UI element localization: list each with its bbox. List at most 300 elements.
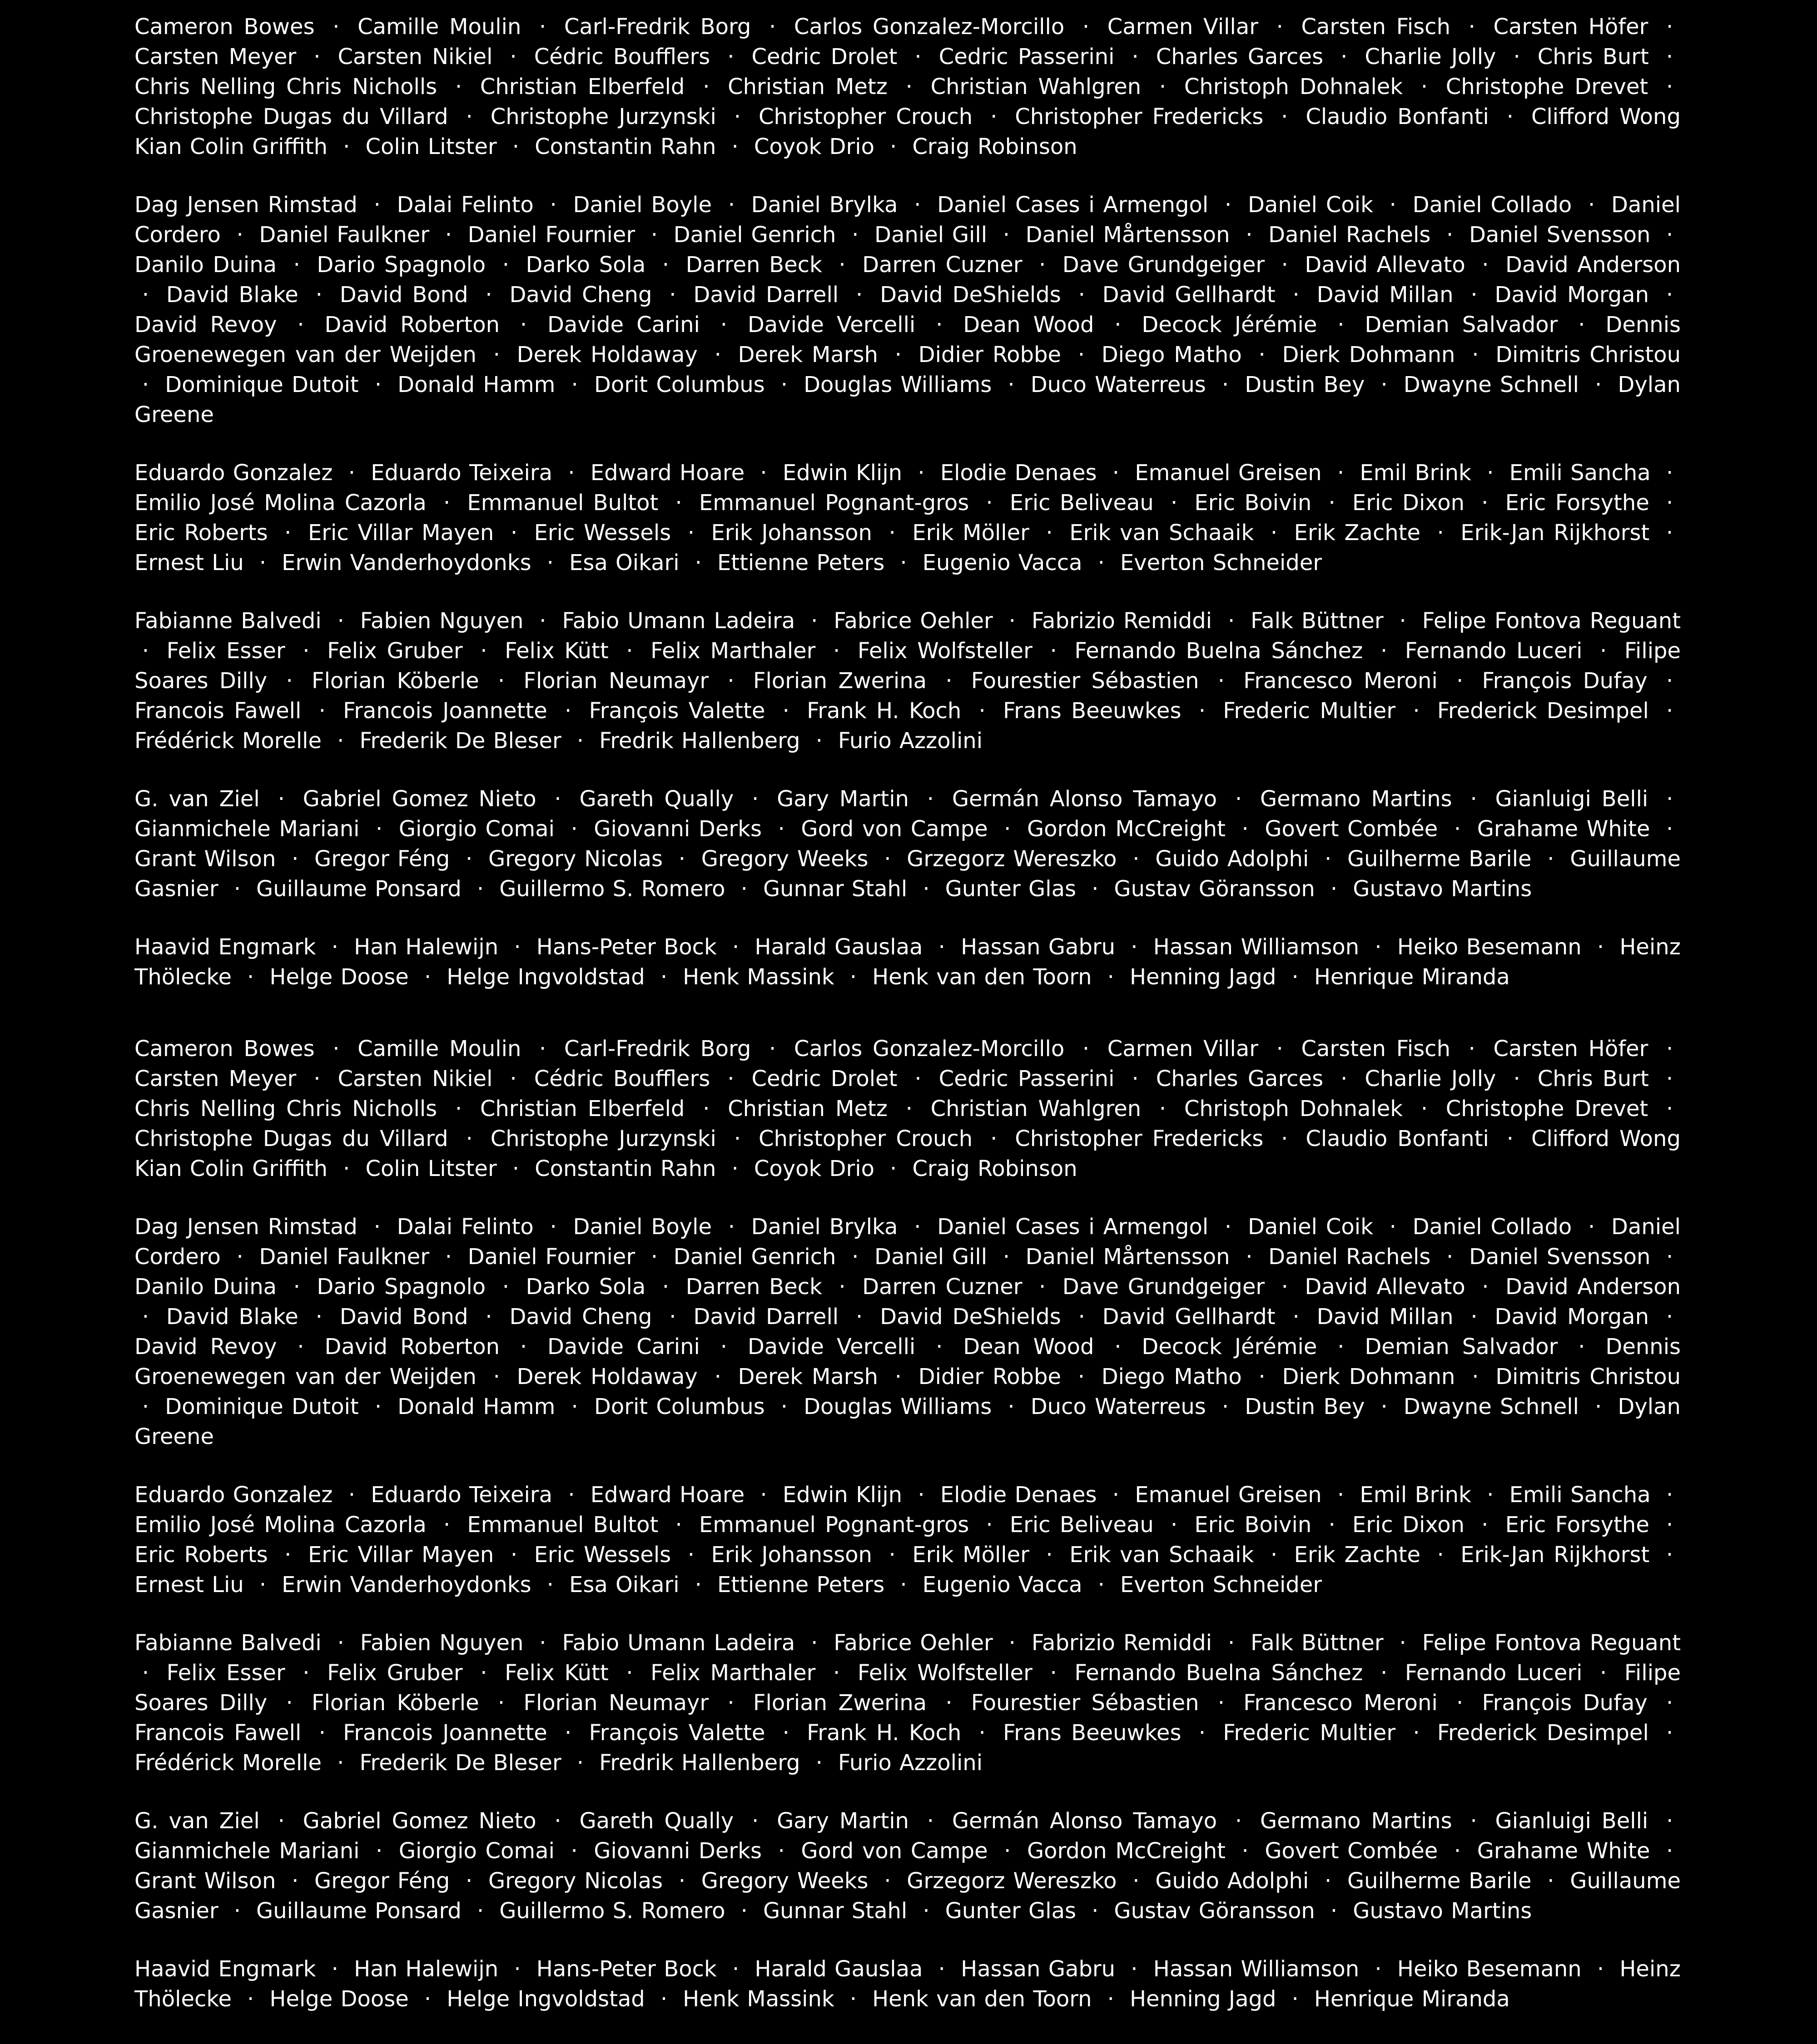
separator-dot: · <box>1132 44 1139 69</box>
separator-dot: · <box>1666 1838 1673 1864</box>
separator-dot: · <box>424 1986 432 2012</box>
separator-dot: · <box>1008 1394 1015 1419</box>
separator-dot: · <box>1224 1214 1232 1240</box>
separator-dot: · <box>480 638 487 664</box>
contributor-name: Daniel Svensson <box>1469 222 1651 248</box>
separator-dot: · <box>727 668 735 694</box>
separator-dot: · <box>662 1274 670 1300</box>
separator-dot: · <box>1258 342 1266 367</box>
separator-dot: · <box>1008 608 1016 634</box>
contributor-name: Dimitris Christou <box>1495 342 1681 367</box>
contributor-name: Henrique Miranda <box>1314 1986 1510 2012</box>
contributor-name: Fabianne Balvedi <box>134 608 322 634</box>
contributor-name: Carsten Höfer <box>1493 1036 1648 1062</box>
contributor-name: Daniel Coik <box>1247 192 1373 218</box>
separator-dot: · <box>443 1512 451 1538</box>
separator-dot: · <box>1666 1690 1673 1716</box>
separator-dot: · <box>1666 1036 1673 1062</box>
separator-dot: · <box>1198 698 1206 724</box>
separator-dot: · <box>1375 1956 1382 1982</box>
credits-section-g <box>134 784 1681 904</box>
separator-dot: · <box>678 1868 685 1894</box>
contributor-name: Carsten Fisch <box>1301 14 1450 40</box>
separator-dot: · <box>855 282 863 308</box>
contributor-name: Grzegorz Wereszko <box>907 846 1117 872</box>
contributor-name: Carlos Gonzalez-Morcillo <box>794 1036 1065 1062</box>
contributor-name: Carsten Höfer <box>1493 14 1648 40</box>
contributor-name: Daniel Rachels <box>1268 222 1431 248</box>
contributor-name: Henk van den Toorn <box>872 964 1092 990</box>
separator-dot: · <box>520 1334 527 1359</box>
contributor-name: Falk Büttner <box>1251 1630 1384 1656</box>
contributor-name: David Blake <box>166 1304 298 1330</box>
contributor-name: Daniel Faulkner <box>259 222 430 248</box>
contributor-name: Gustav Göransson <box>1114 1898 1315 1924</box>
contributor-name: Charles Garces <box>1156 1066 1324 1091</box>
credits-section-g <box>134 1806 1681 1926</box>
contributor-name: Francesco Meroni <box>1243 668 1438 694</box>
contributor-name: Germán Alonso Tamayo <box>952 786 1217 812</box>
separator-dot: · <box>571 1394 578 1419</box>
separator-dot: · <box>1454 816 1461 842</box>
separator-dot: · <box>374 372 382 397</box>
contributor-name: Guillermo S. Romero <box>499 876 725 902</box>
contributor-name: Hans-Peter Bock <box>536 1956 717 1982</box>
separator-dot: · <box>849 1986 857 2012</box>
separator-dot: · <box>1046 520 1053 546</box>
separator-dot: · <box>565 1720 572 1746</box>
contributor-name: Dwayne Schnell <box>1403 372 1579 397</box>
contributor-name: Daniel Coik <box>1247 1214 1373 1240</box>
separator-dot: · <box>1097 1572 1105 1597</box>
contributor-name: Hassan Gabru <box>961 1956 1116 1982</box>
separator-dot: · <box>918 460 925 486</box>
separator-dot: · <box>1281 1126 1288 1151</box>
separator-dot: · <box>890 1156 897 1181</box>
contributor-name: Erik Zachte <box>1294 1542 1420 1568</box>
separator-dot: · <box>914 1214 921 1240</box>
contributor-name: Cédric Boufflers <box>534 1066 710 1091</box>
separator-dot: · <box>1513 44 1520 69</box>
separator-dot: · <box>1008 372 1015 397</box>
contributor-name: Francois Joannette <box>343 1720 547 1746</box>
separator-dot: · <box>1380 1394 1388 1419</box>
contributor-name: Carmen Villar <box>1107 1036 1258 1062</box>
separator-dot: · <box>675 1512 682 1538</box>
contributor-name: Edward Hoare <box>590 1482 745 1508</box>
separator-dot: · <box>1092 1898 1099 1924</box>
separator-dot: · <box>142 1660 149 1686</box>
separator-dot: · <box>1107 1986 1114 2012</box>
separator-dot: · <box>852 1244 859 1270</box>
separator-dot: · <box>695 1572 702 1597</box>
separator-dot: · <box>318 1720 326 1746</box>
separator-dot: · <box>284 1542 292 1568</box>
contributor-name: Grahame White <box>1477 1838 1650 1864</box>
contributor-name: Daniel Gill <box>874 1244 988 1270</box>
separator-dot: · <box>466 1126 473 1151</box>
separator-dot: · <box>550 192 557 218</box>
contributor-name: Darko Sola <box>526 252 646 278</box>
contributor-name: Erik-Jan Rijkhorst <box>1460 1542 1650 1568</box>
contributor-name: Florian Neumayr <box>523 668 709 694</box>
contributor-name: Gareth Qually <box>579 786 734 812</box>
contributor-name: Gregory Nicolas <box>488 1868 663 1894</box>
contributor-name: David DeShields <box>880 282 1061 308</box>
contributor-name: Francois Fawell <box>134 1720 302 1746</box>
separator-dot: · <box>833 638 840 664</box>
contributor-name: Danilo Duina <box>134 252 277 278</box>
separator-dot: · <box>571 816 578 842</box>
contributor-name: Francois Fawell <box>134 698 302 724</box>
separator-dot: · <box>293 1274 300 1300</box>
separator-dot: · <box>142 282 149 308</box>
separator-dot: · <box>576 728 584 754</box>
contributor-name: Davide Vercelli <box>747 1334 916 1359</box>
contributor-name: Fabrizio Remiddi <box>1031 608 1212 634</box>
separator-dot: · <box>1112 1482 1120 1508</box>
separator-dot: · <box>313 1066 321 1091</box>
contributor-name: Daniel Cordero <box>134 1214 1681 1270</box>
separator-dot: · <box>1595 1394 1602 1419</box>
separator-dot: · <box>1666 816 1673 842</box>
separator-dot: · <box>1399 1630 1406 1656</box>
separator-dot: · <box>1340 44 1348 69</box>
contributor-name: Daniel Faulkner <box>259 1244 430 1270</box>
contributor-name: Carmen Villar <box>1107 14 1258 40</box>
separator-dot: · <box>626 638 633 664</box>
separator-dot: · <box>660 964 668 990</box>
separator-dot: · <box>1666 222 1673 248</box>
contributor-name: Daniel Boyle <box>573 1214 712 1240</box>
contributor-name: Cameron Bowes <box>134 14 315 40</box>
contributor-name: Dominique Dutoit <box>165 1394 359 1419</box>
contributor-name: Decock Jérémie <box>1142 1334 1317 1359</box>
separator-dot: · <box>1082 1036 1090 1062</box>
separator-dot: · <box>331 1956 338 1982</box>
contributor-name: Daniel Collado <box>1412 1214 1572 1240</box>
separator-dot: · <box>1050 1660 1057 1686</box>
separator-dot: · <box>1131 934 1138 960</box>
separator-dot: · <box>703 1096 710 1121</box>
separator-dot: · <box>1340 1066 1348 1091</box>
separator-dot: · <box>1547 846 1554 872</box>
contributor-name: Gunter Glas <box>945 1898 1076 1924</box>
contributor-name: Frederick Desimpel <box>1437 1720 1649 1746</box>
separator-dot: · <box>1666 1808 1673 1834</box>
contributor-name: Eduardo Gonzalez <box>134 460 333 486</box>
contributor-name: Carsten Nikiel <box>338 44 493 69</box>
separator-dot: · <box>1337 1482 1345 1508</box>
separator-dot: · <box>1666 1512 1673 1538</box>
separator-dot: · <box>720 1334 727 1359</box>
contributor-name: Gianluigi Belli <box>1495 786 1648 812</box>
contributor-name: Govert Combée <box>1265 816 1438 842</box>
separator-dot: · <box>502 1274 509 1300</box>
contributor-name: Grahame White <box>1477 816 1650 842</box>
contributor-name: David Roberton <box>324 312 500 337</box>
separator-dot: · <box>1666 1244 1673 1270</box>
separator-dot: · <box>1132 1868 1140 1894</box>
separator-dot: · <box>731 1156 739 1181</box>
separator-dot: · <box>510 1542 518 1568</box>
contributor-name: François Dufay <box>1482 668 1648 694</box>
contributor-name: Fabien Nguyen <box>360 1630 524 1656</box>
contributor-name: Davide Carini <box>547 312 700 337</box>
separator-dot: · <box>1547 1868 1554 1894</box>
separator-dot: · <box>539 1630 546 1656</box>
contributor-name: Harald Gauslaa <box>755 1956 923 1982</box>
separator-dot: · <box>1420 74 1428 99</box>
separator-dot: · <box>514 1956 521 1982</box>
contributor-name: Guilherme Barile <box>1347 846 1532 872</box>
separator-dot: · <box>233 876 241 902</box>
contributor-name: David Darrell <box>693 1304 839 1330</box>
separator-dot: · <box>811 1630 818 1656</box>
contributor-name: Charlie Jolly <box>1365 1066 1496 1091</box>
contributor-name: David Blake <box>166 282 298 308</box>
separator-dot: · <box>142 1394 149 1419</box>
contributor-name: Eric Beliveau <box>1009 1512 1154 1538</box>
separator-dot: · <box>1588 1214 1595 1240</box>
separator-dot: · <box>539 608 546 634</box>
separator-dot: · <box>233 1898 241 1924</box>
contributor-name: Giorgio Comai <box>398 1838 555 1864</box>
separator-dot: · <box>259 1572 267 1597</box>
contributor-name: Christoph Dohnalek <box>1184 1096 1403 1121</box>
separator-dot: · <box>1246 1244 1253 1270</box>
contributor-name: Dustin Bey <box>1245 1394 1365 1419</box>
contributor-name: Davide Vercelli <box>747 312 916 337</box>
contributor-name: Carl-Fredrik Borg <box>564 14 751 40</box>
separator-dot: · <box>1270 520 1278 546</box>
separator-dot: · <box>343 1156 350 1181</box>
separator-dot: · <box>1221 1394 1229 1419</box>
separator-dot: · <box>337 608 344 634</box>
contributor-name: Guillaume Ponsard <box>256 876 462 902</box>
separator-dot: · <box>142 638 149 664</box>
contributor-name: Darko Sola <box>526 1274 646 1300</box>
contributor-name: Gustavo Martins <box>1353 1898 1532 1924</box>
separator-dot: · <box>1337 460 1345 486</box>
separator-dot: · <box>303 1660 310 1686</box>
separator-dot: · <box>782 1720 789 1746</box>
separator-dot: · <box>839 252 846 278</box>
contributor-name: Ernest Liu <box>134 1572 244 1597</box>
contributor-name: Florian Köberle <box>311 668 479 694</box>
contributor-name: Cédric Boufflers <box>534 44 710 69</box>
contributor-name: Diego Matho <box>1101 1364 1242 1389</box>
contributor-name: Emanuel Greisen <box>1135 1482 1322 1508</box>
contributor-name: Christophe Jurzynski <box>490 104 716 129</box>
contributor-name: Hans-Peter Bock <box>536 934 717 960</box>
contributor-name: Everton Schneider <box>1120 550 1322 575</box>
separator-dot: · <box>1487 1482 1494 1508</box>
separator-dot: · <box>493 1364 500 1389</box>
separator-dot: · <box>1281 1274 1288 1300</box>
separator-dot: · <box>650 222 658 248</box>
separator-dot: · <box>1413 698 1420 724</box>
contributor-name: Frans Beeuwkes <box>1003 698 1182 724</box>
separator-dot: · <box>1666 698 1673 724</box>
contributor-name: Constantin Rahn <box>535 134 716 159</box>
contributor-name: Erik Johansson <box>711 520 872 546</box>
contributor-name: Eric Forsythe <box>1505 490 1649 516</box>
contributor-name: G. van Ziel <box>134 1808 260 1834</box>
separator-dot: · <box>539 1036 546 1062</box>
separator-dot: · <box>1159 74 1167 99</box>
separator-dot: · <box>1092 876 1099 902</box>
contributor-name: David Allevato <box>1305 252 1465 278</box>
contributor-name: Haavid Engmark <box>134 934 316 960</box>
separator-dot: · <box>1470 1808 1477 1834</box>
separator-dot: · <box>443 490 451 516</box>
contributor-name: Daniel Mårtensson <box>1025 1244 1230 1270</box>
contributor-name: Chris Burt <box>1537 1066 1649 1091</box>
separator-dot: · <box>905 74 913 99</box>
contributor-name: Felix Gruber <box>327 638 463 664</box>
separator-dot: · <box>811 608 818 634</box>
separator-dot: · <box>1276 1036 1283 1062</box>
separator-dot: · <box>990 1126 998 1151</box>
separator-dot: · <box>1291 964 1299 990</box>
separator-dot: · <box>1328 490 1335 516</box>
contributor-name: Dylan Greene <box>134 1394 1681 1449</box>
separator-dot: · <box>297 1334 304 1359</box>
contributor-name: David Bond <box>339 282 468 308</box>
contributor-name: Emili Sancha <box>1509 460 1651 486</box>
separator-dot: · <box>1046 1542 1053 1568</box>
separator-dot: · <box>1004 1838 1011 1864</box>
separator-dot: · <box>1170 490 1178 516</box>
separator-dot: · <box>732 934 740 960</box>
separator-dot: · <box>894 1364 902 1389</box>
separator-dot: · <box>1198 1720 1206 1746</box>
separator-dot: · <box>337 728 344 754</box>
separator-dot: · <box>1050 638 1057 664</box>
separator-dot: · <box>1389 1214 1396 1240</box>
separator-dot: · <box>286 668 293 694</box>
contributor-name: Christian Metz <box>728 74 888 99</box>
separator-dot: · <box>466 1868 473 1894</box>
contributor-name: Erik van Schaaik <box>1069 520 1254 546</box>
contributor-name: Haavid Engmark <box>134 1956 316 1982</box>
separator-dot: · <box>497 1690 505 1716</box>
contributor-name: Charles Garces <box>1156 44 1324 69</box>
contributor-name: Germano Martins <box>1260 786 1452 812</box>
contributor-name: Heiko Besemann <box>1397 1956 1582 1982</box>
separator-dot: · <box>293 252 300 278</box>
separator-dot: · <box>374 1394 382 1419</box>
contributor-name: Coyok Drio <box>754 1156 874 1181</box>
separator-dot: · <box>373 1214 381 1240</box>
contributor-name: Felix Kütt <box>505 638 609 664</box>
separator-dot: · <box>884 1868 891 1894</box>
contributor-name: David Revoy <box>134 1334 277 1359</box>
contributor-name: Everton Schneider <box>1120 1572 1322 1597</box>
contributor-name: Erik Möller <box>912 520 1029 546</box>
separator-dot: · <box>514 934 521 960</box>
contributor-name: Donald Hamm <box>397 1394 556 1419</box>
contributor-name: Grzegorz Wereszko <box>907 1868 1117 1894</box>
separator-dot: · <box>1114 1334 1122 1359</box>
separator-dot: · <box>546 1572 554 1597</box>
contributor-name: François Valette <box>589 1720 765 1746</box>
separator-dot: · <box>1437 1542 1444 1568</box>
contributor-name: Eric Boivin <box>1194 490 1312 516</box>
separator-dot: · <box>703 74 710 99</box>
contributor-name: Elodie Denaes <box>940 460 1097 486</box>
contributor-name: Emil Brink <box>1360 460 1471 486</box>
contributor-name: Helge Doose <box>269 1986 409 2012</box>
contributor-name: Erwin Vanderhoydonks <box>282 1572 531 1597</box>
separator-dot: · <box>1506 1126 1514 1151</box>
separator-dot: · <box>455 1096 462 1121</box>
contributor-name: Demian Salvador <box>1365 312 1558 337</box>
separator-dot: · <box>1159 1096 1167 1121</box>
separator-dot: · <box>477 876 484 902</box>
separator-dot: · <box>1003 222 1010 248</box>
contributor-name: David Millan <box>1316 282 1454 308</box>
contributor-name: Heiko Besemann <box>1397 934 1582 960</box>
contributor-name: Cameron Bowes <box>134 1036 315 1062</box>
contributor-name: Emanuel Greisen <box>1135 460 1322 486</box>
contributor-name: Gregor Féng <box>314 1868 450 1894</box>
contributor-name: Dag Jensen Rimstad <box>134 1214 357 1240</box>
separator-dot: · <box>778 1838 785 1864</box>
separator-dot: · <box>510 520 518 546</box>
contributor-name: Guilherme Barile <box>1347 1868 1532 1894</box>
separator-dot: · <box>278 1808 285 1834</box>
contributor-name: Christian Elberfeld <box>480 1096 685 1121</box>
contributor-name: Felix Esser <box>166 638 285 664</box>
separator-dot: · <box>1666 460 1673 486</box>
contributor-name: Eric Roberts <box>134 1542 268 1568</box>
contributor-name: Guillermo S. Romero <box>499 1898 725 1924</box>
separator-dot: · <box>1217 668 1225 694</box>
contributor-name: Gary Martin <box>777 786 909 812</box>
separator-dot: · <box>815 728 823 754</box>
contributor-name: Eric Wessels <box>534 1542 671 1568</box>
contributor-name: Gunter Glas <box>945 876 1076 902</box>
contributor-name: Florian Köberle <box>311 1690 479 1716</box>
contributor-name: Fabianne Balvedi <box>134 1630 322 1656</box>
separator-dot: · <box>348 460 355 486</box>
contributor-name: Han Halewijn <box>354 1956 499 1982</box>
contributor-name: Gianluigi Belli <box>1495 1808 1648 1834</box>
separator-dot: · <box>485 1304 492 1330</box>
contributor-name: Frederick Desimpel <box>1437 698 1649 724</box>
separator-dot: · <box>1375 934 1382 960</box>
separator-dot: · <box>278 786 285 812</box>
contributor-name: Emmanuel Pognant-gros <box>699 490 969 516</box>
separator-dot: · <box>1380 372 1388 397</box>
separator-dot: · <box>1472 342 1479 367</box>
separator-dot: · <box>485 282 492 308</box>
contributor-name: Helge Ingvoldstad <box>447 964 645 990</box>
contributor-name: David Anderson <box>1505 1274 1681 1300</box>
contributor-name: Emmanuel Bultot <box>467 1512 659 1538</box>
contributor-name: David Morgan <box>1494 1304 1649 1330</box>
contributor-name: Erik van Schaaik <box>1069 1542 1254 1568</box>
contributor-name: Germano Martins <box>1260 1808 1452 1834</box>
contributor-name: Gareth Qually <box>579 1808 734 1834</box>
contributor-name: Frederik De Bleser <box>359 1750 561 1776</box>
separator-dot: · <box>1506 104 1514 129</box>
separator-dot: · <box>687 1542 695 1568</box>
contributor-name: Frank H. Koch <box>807 698 962 724</box>
separator-dot: · <box>1082 14 1090 40</box>
